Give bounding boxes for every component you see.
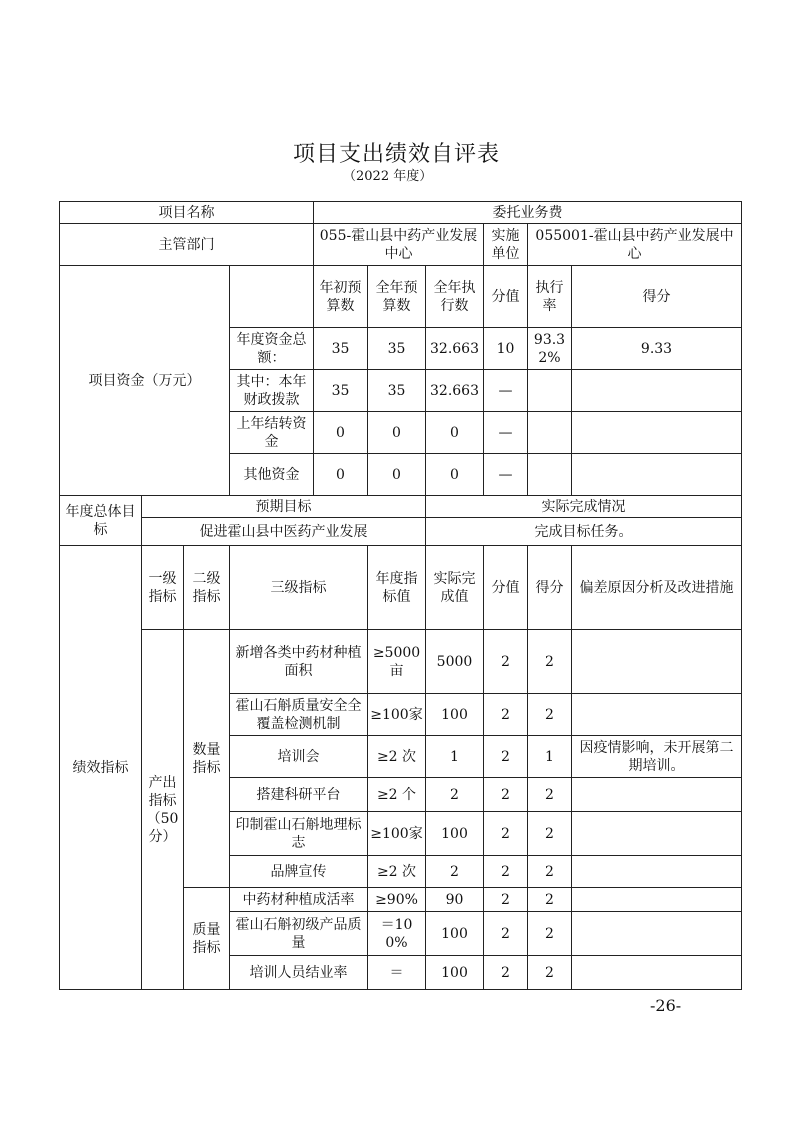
indicator-actual: 100 — [426, 812, 484, 856]
goal-actual-label: 实际完成情况 — [426, 496, 742, 518]
funds-header-empty — [230, 266, 314, 328]
indicator-actual: 2 — [426, 778, 484, 812]
indicator-note — [572, 888, 742, 912]
funds-row-executed: 0 — [426, 454, 484, 496]
indicators-header-level2: 二级指标 — [184, 546, 230, 630]
indicator-target: ≥90% — [368, 888, 426, 912]
indicator-score: 2 — [528, 888, 572, 912]
funds-row-label: 年度资金总额： — [230, 328, 314, 370]
indicators-header-target: 年度指标值 — [368, 546, 426, 630]
indicator-target: ≥2 次 — [368, 736, 426, 778]
indicators-header-note: 偏差原因分析及改进措施 — [572, 546, 742, 630]
funds-row-score-value: — — [484, 454, 528, 496]
page-subtitle: （2022 年度） — [343, 169, 433, 184]
indicator-note — [572, 856, 742, 888]
indicator-value: 2 — [484, 912, 528, 956]
indicator-value: 2 — [484, 888, 528, 912]
funds-row-annual: 35 — [368, 328, 426, 370]
funds-row-score — [572, 454, 742, 496]
indicator-row — [60, 630, 742, 694]
indicator-value: 2 — [484, 812, 528, 856]
indicator-actual: 90 — [426, 888, 484, 912]
indicator-score: 2 — [528, 856, 572, 888]
funds-row-rate — [528, 454, 572, 496]
funds-row-score-value: — — [484, 412, 528, 454]
indicator-value: 2 — [484, 694, 528, 736]
indicator-name: 培训会 — [230, 736, 368, 778]
funds-label: 项目资金（万元） — [60, 266, 230, 496]
indicator-name: 品牌宣传 — [230, 856, 368, 888]
indicators-header-value: 分值 — [484, 546, 528, 630]
funds-row-label: 其中：本年财政拨款 — [230, 370, 314, 412]
funds-row-score-value: 10 — [484, 328, 528, 370]
indicator-target: ≥2 次 — [368, 856, 426, 888]
indicator-name: 培训人员结业率 — [230, 956, 368, 990]
indicator-value: 2 — [484, 856, 528, 888]
goal-actual-value: 完成目标任务。 — [426, 518, 742, 546]
indicators-header-level3: 三级指标 — [230, 546, 368, 630]
level2-quantity: 数量指标 — [184, 630, 230, 888]
page-number: -26- — [650, 996, 682, 1015]
funds-header-score-value: 分值 — [484, 266, 528, 328]
dept-label: 主管部门 — [60, 224, 314, 266]
indicator-target: ≥100家 — [368, 694, 426, 736]
unit-label: 实施单位 — [484, 224, 528, 266]
funds-header-score: 得分 — [572, 266, 742, 328]
funds-row-annual: 0 — [368, 412, 426, 454]
indicators-header-score: 得分 — [528, 546, 572, 630]
indicator-name: 霍山石斛质量安全全覆盖检测机制 — [230, 694, 368, 736]
indicator-score: 2 — [528, 694, 572, 736]
funds-header-executed: 全年执行数 — [426, 266, 484, 328]
indicator-score: 2 — [528, 778, 572, 812]
funds-row-initial: 0 — [314, 454, 368, 496]
project-name-value: 委托业务费 — [314, 202, 742, 224]
funds-header-annual: 全年预算数 — [368, 266, 426, 328]
indicator-target: ＝ — [368, 956, 426, 990]
indicator-actual: 100 — [426, 956, 484, 990]
indicator-actual: 2 — [426, 856, 484, 888]
indicators-header-level1: 一级指标 — [142, 546, 184, 630]
funds-row-score-value: — — [484, 370, 528, 412]
indicator-note — [572, 778, 742, 812]
indicator-actual: 100 — [426, 694, 484, 736]
funds-row-rate: 93.32% — [528, 328, 572, 370]
funds-row-rate — [528, 412, 572, 454]
indicator-actual: 5000 — [426, 630, 484, 694]
goal-expected-value: 促进霍山县中医药产业发展 — [142, 518, 426, 546]
indicator-value: 2 — [484, 736, 528, 778]
funds-row-executed: 0 — [426, 412, 484, 454]
indicator-target: ≥100家 — [368, 812, 426, 856]
funds-row-score — [572, 412, 742, 454]
indicator-actual: 1 — [426, 736, 484, 778]
indicator-target: ≥2 个 — [368, 778, 426, 812]
indicator-note — [572, 694, 742, 736]
page-title: 项目支出绩效自评表 — [292, 142, 500, 167]
level2-quality: 质量指标 — [184, 888, 230, 990]
indicator-note — [572, 630, 742, 694]
indicator-note — [572, 956, 742, 990]
dept-value: 055-霍山县中药产业发展中心 — [314, 224, 484, 266]
project-name-label: 项目名称 — [60, 202, 314, 224]
funds-row-initial: 35 — [314, 370, 368, 412]
goal-label: 年度总体目标 — [60, 496, 142, 546]
level1-output: 产出指标（50分） — [142, 630, 184, 990]
indicator-name: 中药材种植成活率 — [230, 888, 368, 912]
indicators-label: 绩效指标 — [60, 546, 142, 990]
funds-row-executed: 32.663 — [426, 328, 484, 370]
funds-row-executed: 32.663 — [426, 370, 484, 412]
unit-value: 055001-霍山县中药产业发展中心 — [528, 224, 742, 266]
indicator-name: 搭建科研平台 — [230, 778, 368, 812]
indicator-name: 霍山石斛初级产品质量 — [230, 912, 368, 956]
funds-row-label: 上年结转资金 — [230, 412, 314, 454]
funds-row-annual: 35 — [368, 370, 426, 412]
funds-row-rate — [528, 370, 572, 412]
indicator-score: 2 — [528, 956, 572, 990]
funds-header-rate: 执行率 — [528, 266, 572, 328]
funds-row-initial: 0 — [314, 412, 368, 454]
indicator-value: 2 — [484, 956, 528, 990]
indicator-note — [572, 912, 742, 956]
indicator-actual: 100 — [426, 912, 484, 956]
funds-row-score: 9.33 — [572, 328, 742, 370]
indicator-note — [572, 812, 742, 856]
funds-row-annual: 0 — [368, 454, 426, 496]
indicator-name: 新增各类中药材种植面积 — [230, 630, 368, 694]
indicator-score: 2 — [528, 812, 572, 856]
indicator-score: 1 — [528, 736, 572, 778]
funds-row-label: 其他资金 — [230, 454, 314, 496]
indicator-note: 因疫情影响，未开展第二期培训。 — [572, 736, 742, 778]
indicator-target: ≥5000亩 — [368, 630, 426, 694]
indicator-value: 2 — [484, 630, 528, 694]
performance-table — [59, 201, 742, 990]
indicator-name: 印制霍山石斛地理标志 — [230, 812, 368, 856]
indicator-value: 2 — [484, 778, 528, 812]
indicator-target: ＝100% — [368, 912, 426, 956]
funds-header-initial: 年初预算数 — [314, 266, 368, 328]
funds-row-initial: 35 — [314, 328, 368, 370]
goal-expected-label: 预期目标 — [142, 496, 426, 518]
funds-row-score — [572, 370, 742, 412]
indicators-header-actual: 实际完成值 — [426, 546, 484, 630]
indicator-score: 2 — [528, 912, 572, 956]
indicator-score: 2 — [528, 630, 572, 694]
